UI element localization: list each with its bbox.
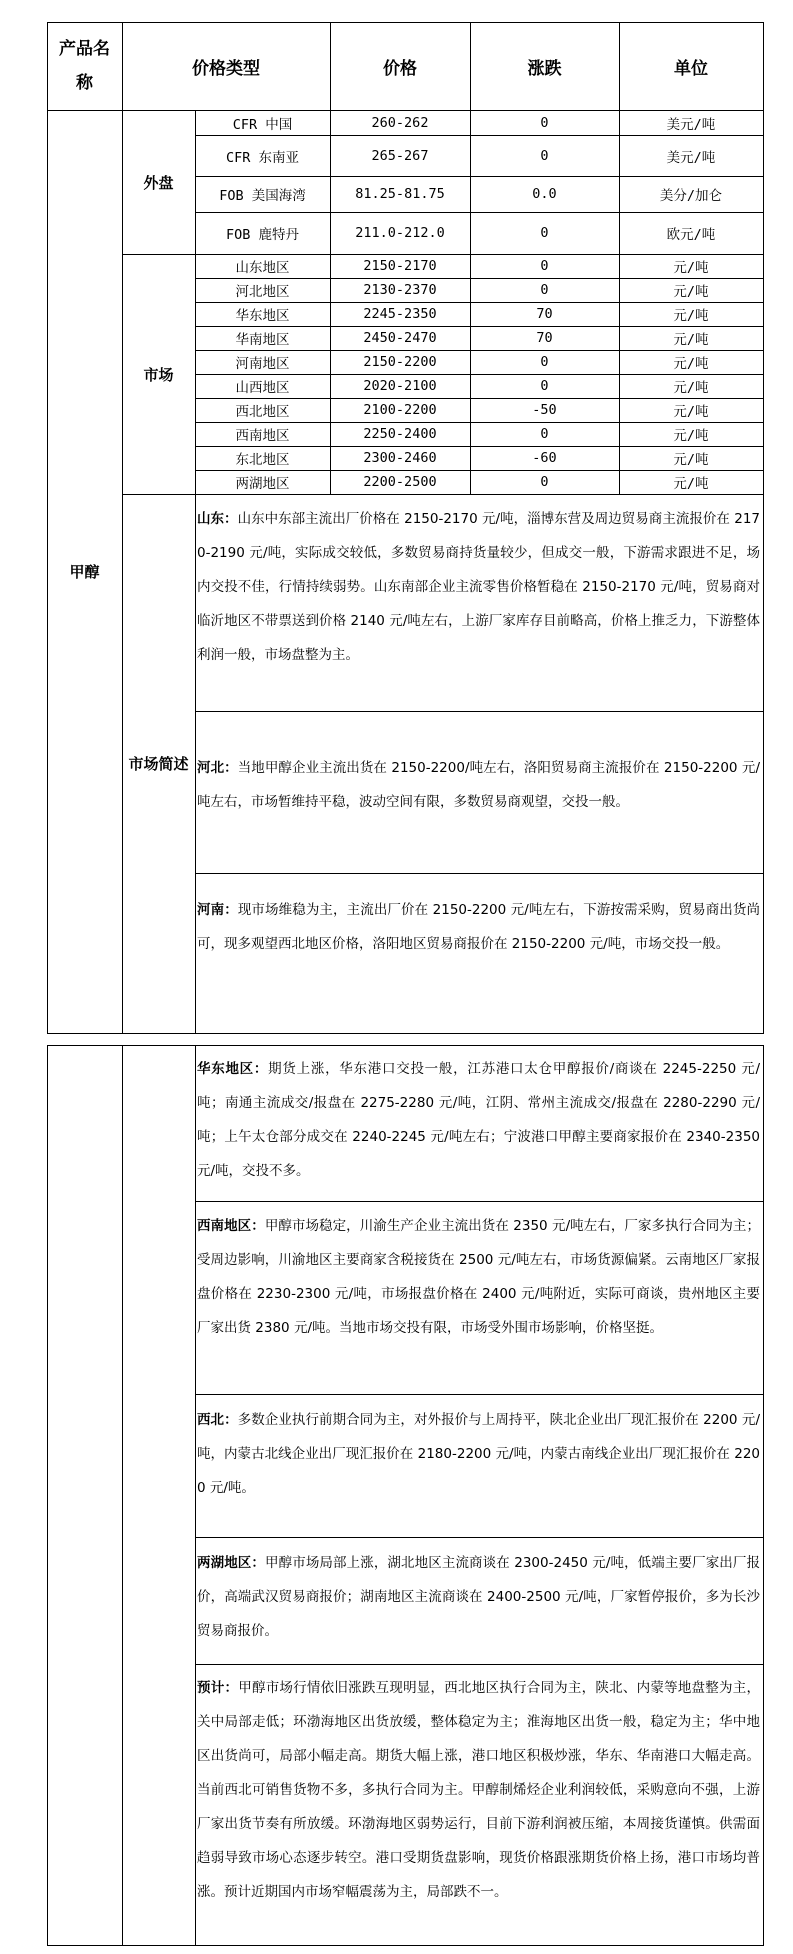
brief-region-label: 河北： (197, 760, 238, 776)
market-row-type: 华东地区 (235, 308, 290, 324)
table-rule (195, 1045, 196, 1946)
header-unit: 单位 (674, 58, 708, 79)
market-row-unit: 元/吨 (673, 428, 709, 444)
table-rule (47, 22, 764, 23)
brief-text: 甲醇市场行情依旧涨跌互现明显，西北地区执行合同为主，陕北、内蒙等地盘整为主，关中局部走低；环渤海地区出货放缓，整体稳定为主；淮海地区出货一般，稳定为主；华中地区出货尚可，局部小幅走高。期货大幅上涨，港口地区积极炒涨，华东、华南港口大幅走高。当前西北可销售货物不多，多执行合同为主。甲醇制烯烃企业利润较低，采购意向不强，上游厂家出货节奏有所放缓。环渤海地区弱势运行，目前下游利润被压缩，本周接货谨慎。供需面趋弱导致市场心态逐步转空。港口受期货盘影响，现货价格跟涨期货价格上扬，港口市场均普涨。预计近期国内市场窄幅震荡为主，局部跌不一。 (197, 1680, 761, 1900)
market-row-change: 0 (540, 282, 549, 298)
market-row-type: 东北地区 (235, 452, 290, 468)
external-row-type: FOB 鹿特丹 (225, 227, 299, 243)
header-price-type: 价格类型 (192, 58, 260, 79)
market-row-unit: 元/吨 (673, 452, 709, 468)
market-row-price: 2245-2350 (363, 306, 437, 322)
section-external: 外盘 (143, 173, 174, 192)
market-row-type: 两湖地区 (235, 476, 290, 492)
market-row-type: 华南地区 (235, 332, 290, 348)
brief-region-label: 西南地区： (197, 1218, 265, 1234)
external-row-unit: 美元/吨 (666, 149, 716, 166)
brief-region-label: 华东地区： (197, 1061, 269, 1077)
external-row-change: 0 (540, 225, 549, 241)
brief-text: 期货上涨，华东港口交投一般，江苏港口太仓甲醇报价/商谈在 2245-2250 元/吨；南通主流成交/报盘在 2275-2280 元/吨，江阴、常州主流成交/报盘在 2280-2290 元/吨；上午太仓部分成交在 2240-2245 元/吨左右；宁波港口甲醇主要商家报价在 2340-2350 元/吨，交投不多。 (197, 1061, 761, 1179)
brief-region-label: 预计： (197, 1680, 239, 1696)
external-row-price: 260-262 (371, 114, 429, 131)
market-row-change: 0 (540, 426, 549, 442)
external-row-unit: 欧元/吨 (666, 227, 716, 243)
brief-paragraph (197, 1546, 760, 1648)
brief-text: 甲醇市场稳定，川渝生产企业主流出货在 2350 元/吨左右，厂家多执行合同为主；受周边影响，川渝地区主要商家含税接货在 2500 元/吨左右，市场货源偏紧。云南地区厂家报盘价格在 2230-2300 元/吨，市场报盘价格在 2400 元/吨附近，实际可商谈，贵州地区主要厂家出货 2380 元/吨。当地市场交投有限，市场受外围市场影响，价格坚挺。 (197, 1218, 760, 1336)
market-row-price: 2250-2400 (363, 426, 437, 442)
header-product-name: 产品名称 (59, 39, 110, 93)
header-price: 价格 (383, 58, 417, 79)
external-row-type: CFR 东南亚 (225, 149, 299, 166)
brief-text: 当地甲醇企业主流出货在 2150-2200/吨左右，洛阳贸易商主流报价在 2150-2200 元/吨左右，市场暂维持平稳，波动空间有限，多数贸易商观望，交投一般。 (197, 760, 761, 810)
market-row-price: 2130-2370 (363, 282, 437, 298)
market-row-type: 山西地区 (235, 380, 290, 396)
brief-region-label: 两湖地区： (197, 1555, 266, 1571)
market-row-price: 2150-2200 (363, 354, 437, 370)
market-row-change: 70 (536, 306, 553, 322)
external-row-change: 0.0 (532, 186, 557, 202)
market-row-price: 2100-2200 (363, 402, 437, 418)
brief-paragraph (197, 751, 760, 819)
market-row-type: 山东地区 (235, 260, 290, 276)
market-row-price: 2300-2460 (363, 450, 437, 466)
market-row-change: 0 (540, 354, 549, 370)
market-row-change: 0 (540, 474, 549, 490)
table-rule (47, 1045, 48, 1946)
external-row-type: CFR 中国 (232, 116, 293, 133)
header-change: 涨跌 (527, 58, 562, 79)
external-row-change: 0 (540, 147, 549, 164)
table-rule (195, 873, 764, 874)
market-row-type: 西北地区 (235, 404, 290, 420)
brief-region-label: 西北： (197, 1412, 238, 1428)
table-rule (195, 1394, 764, 1395)
table-rule (763, 1045, 764, 1946)
market-row-unit: 元/吨 (673, 476, 709, 492)
brief-region-label: 山东： (197, 511, 238, 527)
market-row-price: 2020-2100 (363, 378, 437, 394)
external-row-price: 265-267 (371, 147, 429, 164)
section-brief: 市场简述 (128, 755, 189, 773)
market-row-unit: 元/吨 (673, 404, 709, 420)
brief-text: 多数企业执行前期合同为主，对外报价与上周持平，陕北企业出厂现汇报价在 2200 元/吨，内蒙古北线企业出厂现汇报价在 2180-2200 元/吨，内蒙古南线企业出厂现汇报价在 2200 元/吨。 (197, 1412, 760, 1496)
table-rule (195, 494, 764, 495)
table-rule (47, 1033, 764, 1034)
brief-text: 甲醇市场局部上涨，湖北地区主流商谈在 2300-2450 元/吨，低端主要厂家出厂报价，高端武汉贸易商报价；湖南地区主流商谈在 2400-2500 元/吨，厂家暂停报价，多为长沙贸易商报价。 (197, 1555, 761, 1639)
market-row-change: -60 (532, 450, 557, 466)
table-rule (195, 1664, 764, 1665)
market-row-change: -50 (532, 402, 557, 418)
market-row-unit: 元/吨 (673, 284, 709, 300)
market-row-change: 0 (540, 258, 549, 274)
external-row-price: 81.25-81.75 (355, 186, 445, 202)
brief-region-label: 河南： (197, 902, 238, 918)
market-row-type: 河北地区 (235, 284, 290, 300)
market-row-unit: 元/吨 (673, 260, 709, 276)
external-row-unit: 美分/加仑 (659, 188, 723, 204)
market-row-price: 2450-2470 (363, 330, 437, 346)
market-row-type: 西南地区 (235, 428, 290, 444)
brief-paragraph (197, 1209, 760, 1345)
brief-paragraph (197, 893, 760, 961)
table-rule (47, 1945, 764, 1946)
market-row-change: 70 (536, 330, 553, 346)
table-rule (763, 22, 764, 1034)
brief-text: 山东中东部主流出厂价格在 2150-2170 元/吨，淄博东营及周边贸易商主流报价在 2170-2190 元/吨，实际成交较低，多数贸易商持货量较少，但成交一般，下游需求跟进不足，场内交投不佳，行情持续弱势。山东南部企业主流零售价格暂稳在 2150-2170 元/吨，贸易商对临沂地区不带票送到价格 2140 元/吨左右，上游厂家库存目前略高，价格上推乏力，下游整体利润一般，市场盘整为主。 (197, 511, 760, 663)
table-rule (195, 711, 764, 712)
table-rule (195, 1045, 764, 1046)
brief-paragraph (197, 1403, 760, 1505)
external-row-change: 0 (540, 114, 549, 131)
external-row-unit: 美元/吨 (666, 116, 716, 133)
market-row-price: 2150-2170 (363, 258, 437, 274)
brief-paragraph (197, 1052, 760, 1188)
brief-paragraph (197, 502, 760, 672)
market-row-change: 0 (540, 378, 549, 394)
market-row-unit: 元/吨 (673, 332, 709, 348)
market-row-unit: 元/吨 (673, 356, 709, 372)
external-row-price: 211.0-212.0 (355, 225, 445, 241)
external-row-type: FOB 美国海湾 (219, 188, 306, 204)
table-rule (122, 1045, 123, 1946)
product-name: 甲醇 (69, 563, 100, 581)
market-row-price: 2200-2500 (363, 474, 437, 490)
market-row-unit: 元/吨 (673, 380, 709, 396)
brief-paragraph (197, 1671, 760, 1909)
table-rule (195, 1537, 764, 1538)
market-row-type: 河南地区 (235, 356, 290, 372)
brief-text: 现市场维稳为主，主流出厂价在 2150-2200 元/吨左右，下游按需采购，贸易商出货尚可，现多观望西北地区价格，洛阳地区贸易商报价在 2150-2200 元/吨，市场交投一般。 (197, 902, 761, 952)
section-market: 市场 (143, 365, 174, 384)
market-row-unit: 元/吨 (673, 308, 709, 324)
table-rule (195, 1201, 764, 1202)
